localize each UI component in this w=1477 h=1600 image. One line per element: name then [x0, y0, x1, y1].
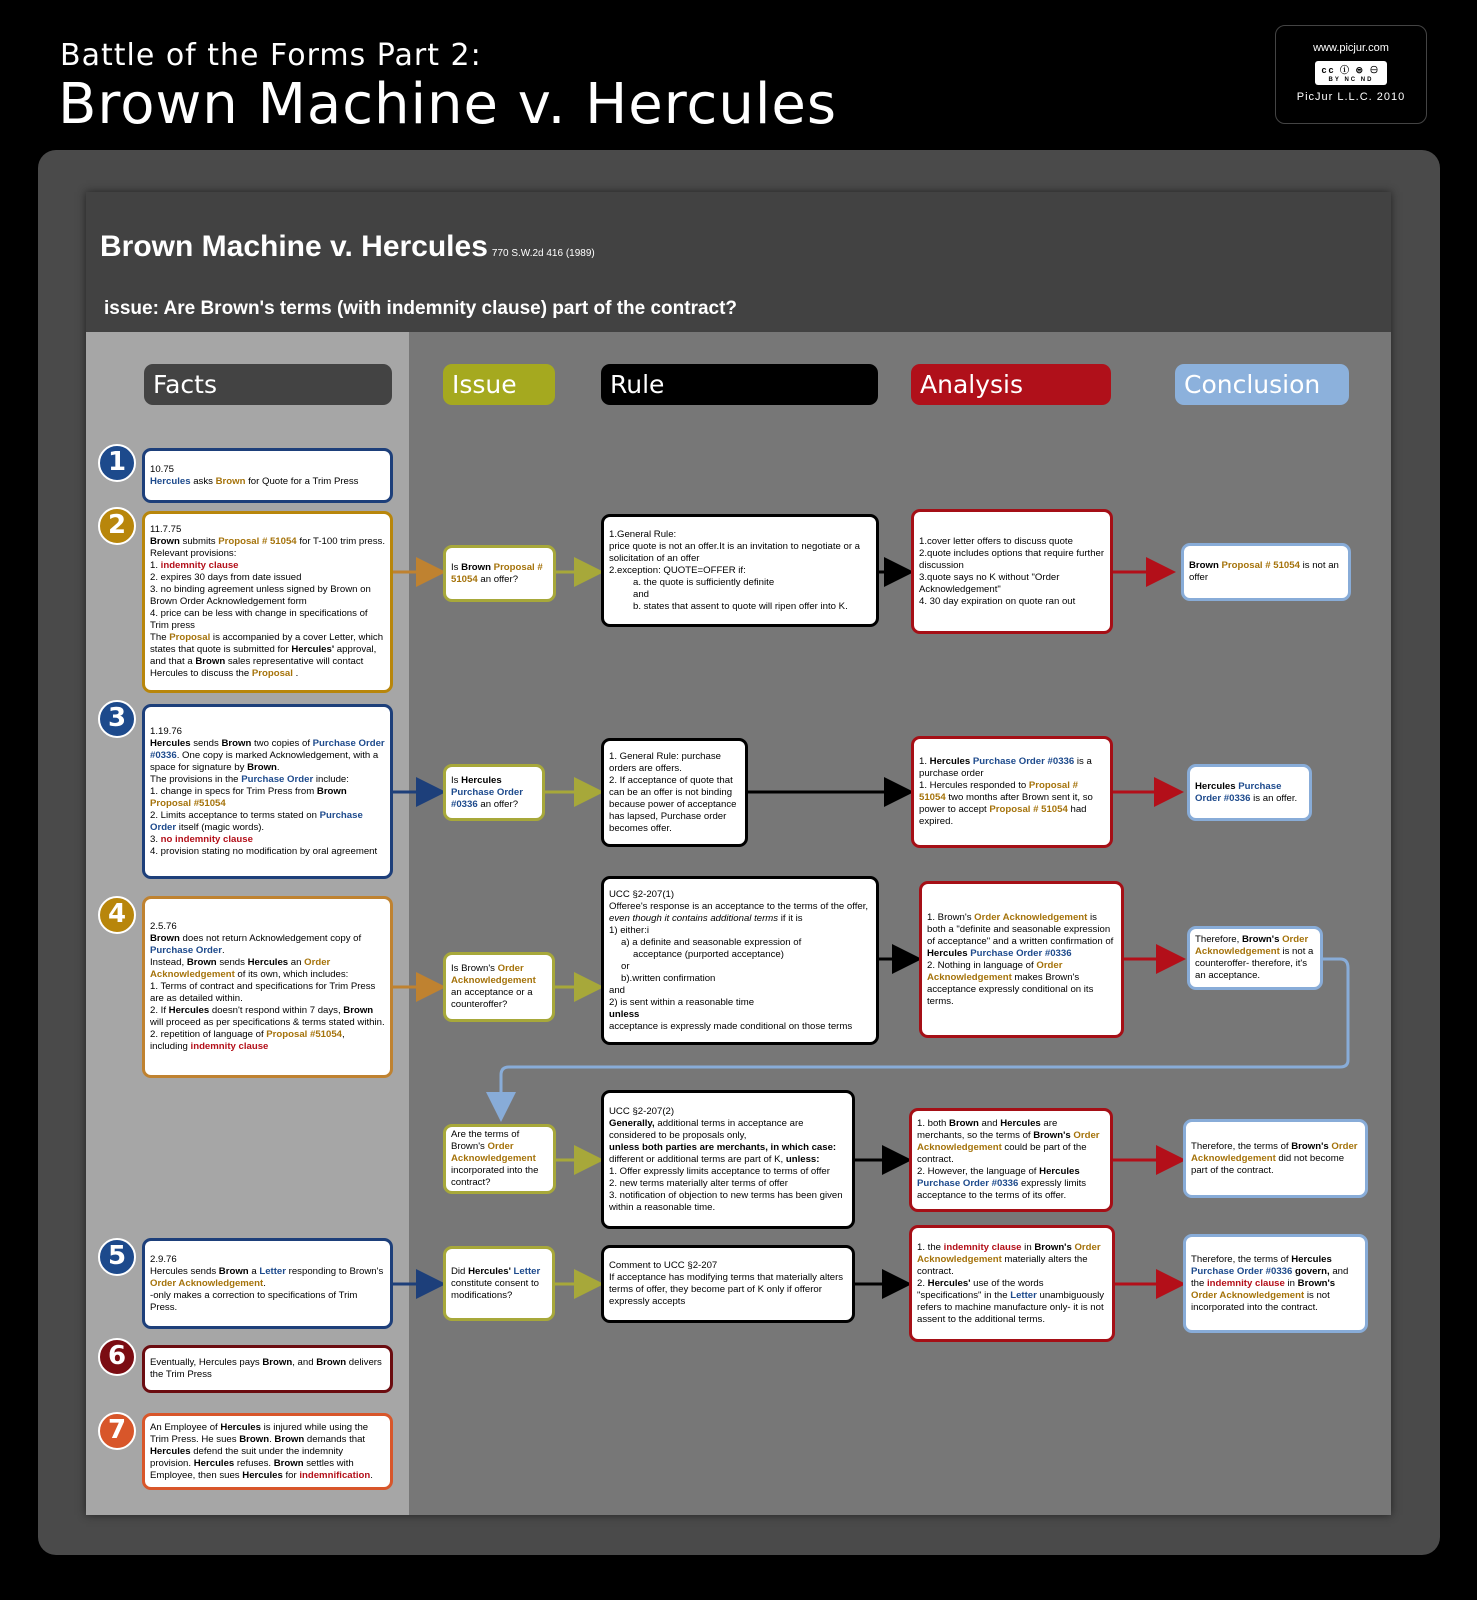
analysis-2: 1. Hercules Purchase Order #0336 is a purchase order 1. Hercules responded to Proposal # 51054 two months after Brown sent it, so power to accept Proposal # 51054 had expired. — [911, 736, 1113, 848]
issue-1: Is Brown Proposal # 51054 an offer? — [443, 545, 556, 602]
fact-1: 10.75 Hercules asks Brown for Quote for a Trim Press — [142, 448, 393, 503]
issue-2: Is Hercules Purchase Order #0336 an offer? — [443, 764, 545, 821]
copyright-text: PicJur L.L.C. 2010 — [1296, 91, 1406, 103]
analysis-5: 1. the indemnity clause in Brown's Order Acknowledgement materially alters the contract. 2. Hercules' use of the words "specifications" in the Letter unambiguously refers to machine manufacture only- it is not assent to the additional terms. — [909, 1225, 1115, 1342]
analysis-1: 1.cover letter offers to discuss quote 2.quote includes options that require further discussion 3.quote says no K without "Order Acknowledgement" 4. 30 day expiration on quote ran out — [911, 509, 1113, 634]
rule-1: 1.General Rule: price quote is not an offer.It is an invitation to negotiate or a solicitation of an offer 2.exception: QUOTE=OFFER if: a. the quote is sufficiently definite and b. states that assent to quote will ripen offer into K. — [601, 514, 879, 627]
facts-header: Facts — [144, 364, 392, 405]
header-subtitle: Battle of the Forms Part 2: — [60, 38, 482, 73]
step-number-3: 3 — [98, 700, 136, 738]
case-issue: issue: Are Brown's terms (with indemnity clause) part of the contract? — [104, 298, 738, 319]
fact-3: 1.19.76 Hercules sends Brown two copies of Purchase Order #0336. One copy is marked Acknowledgement, with a space for signature by Brown. The provisions in the Purchase Order include: 1. change in specs for Trim Press from Brown Proposal #51054 2. Limits acceptance to terms stated on Purchase Order itself (magic words). 3. no indemnity clause 4. provision stating no modification by oral agreement — [142, 704, 393, 879]
step-number-5: 5 — [98, 1238, 136, 1276]
rule-3: UCC §2-207(1) Offeree's response is an acceptance to the terms of the offer, even though it contains additional terms if it is 1) either:i a) a definite and seasonable expression of acceptance (purported acceptance) or b).written confirmation and 2) is sent within a reasonable time unless acceptance is expressly made conditional on those terms — [601, 876, 879, 1045]
fact-4: 2.5.76 Brown does not return Acknowledgement copy of Purchase Order. Instead, Brown sends Hercules an Order Acknowledgement of its own, which includes: 1. Terms of contract and specifications for Trim Press are as detailed within. 2. If Hercules doesn't respond within 7 days, Brown will proceed as per specifications & terms stated within. 2. repetition of language of Proposal #51054, including indemnity clause — [142, 896, 393, 1078]
conclusion-5: Therefore, the terms of Hercules Purchase Order #0336 govern, and the indemnity clause in Brown's Order Acknowledgement is not incorporated into the contract. — [1183, 1234, 1368, 1333]
conclusion-2: Hercules Purchase Order #0336 is an offer. — [1187, 764, 1312, 821]
fact-6: Eventually, Hercules pays Brown, and Brown delivers the Trim Press — [142, 1345, 393, 1393]
step-number-2: 2 — [98, 507, 136, 545]
step-number-4: 4 — [98, 896, 136, 934]
rule-4: UCC §2-207(2) Generally, additional terms in acceptance are considered to be proposals only, unless both parties are merchants, in which case: different or additional terms are part of K, unless: 1. Offer expressly limits acceptance to terms of offer 2. new terms materially alter terms of offer 3. notification of objection to new terms has been given within a reasonable time. — [601, 1090, 855, 1229]
header-title: Brown Machine v. Hercules — [58, 72, 838, 137]
issue-5: Did Hercules' Letter constitute consent to modifications? — [443, 1246, 555, 1321]
rule-5: Comment to UCC §2-207 If acceptance has modifying terms that materially alters terms of offer, they become part of K only if offeror expressly accepts — [601, 1245, 855, 1323]
cc-by-nc-nd-icon: cc ⓘ ⊜ ⊖ BY NC ND — [1315, 61, 1386, 85]
fact-2: 11.7.75 Brown submits Proposal # 51054 for T-100 trim press. Relevant provisions: 1. indemnity clause 2. expires 30 days from date issued 3. no binding agreement unless signed by Brown on Brown Order Acknowledgement form 4. price can be less with change in specifications of Trim press The Proposal is accompanied by a cover Letter, which states that quote is submitted for Hercules' approval, and that a Brown sales representative will contact Hercules to discuss the Proposal . — [142, 511, 393, 693]
picjur-url[interactable]: www.picjur.com — [1313, 42, 1389, 54]
fact-5: 2.9.76 Hercules sends Brown a Letter responding to Brown's Order Acknowledgement. -only makes a correction to specifications of Trim Press. — [142, 1238, 393, 1329]
case-title: Brown Machine v. Hercules 770 S.W.2d 416 (1989) — [100, 230, 595, 263]
issue-3: Is Brown's Order Acknowledgement an acceptance or a counteroffer? — [443, 952, 555, 1022]
step-number-1: 1 — [98, 444, 136, 482]
conclusion-3: Therefore, Brown's Order Acknowledgement is not a counteroffer- therefore, it's an acceptance. — [1187, 926, 1323, 990]
conclusion-1: Brown Proposal # 51054 is not an offer — [1181, 543, 1351, 601]
analysis-4: 1. both Brown and Hercules are merchants, so the terms of Brown's Order Acknowledgement could be part of the contract. 2. However, the language of Hercules Purchase Order #0336 expressly limits acceptance to the terms of its offer. — [909, 1108, 1113, 1212]
case-citation: 770 S.W.2d 416 (1989) — [491, 248, 595, 259]
conclusion-4: Therefore, the terms of Brown's Order Acknowledgement did not become part of the contract. — [1183, 1119, 1368, 1198]
conclusion-header: Conclusion — [1175, 364, 1349, 405]
issue-4: Are the terms of Brown's Order Acknowledgement incorporated into the contract? — [443, 1124, 556, 1194]
step-number-6: 6 — [98, 1338, 136, 1376]
rule-header: Rule — [601, 364, 878, 405]
fact-7: An Employee of Hercules is injured while using the Trim Press. He sues Brown. Brown demands that Hercules defend the suit under the indemnity provision. Hercules refuses. Brown settles with Employee, then sues Hercules for indemnification. — [142, 1413, 393, 1490]
issue-header: Issue — [443, 364, 555, 405]
rule-2: 1. General Rule: purchase orders are offers. 2. If acceptance of quote that can be an offer is not binding because power of acceptance has lapsed, Purchase order becomes offer. — [601, 738, 748, 847]
analysis-header: Analysis — [911, 364, 1111, 405]
analysis-3: 1. Brown's Order Acknowledgement is both a "definite and seasonable expression of acceptance" and a written confirmation of Hercules Purchase Order #0336 2. Nothing in language of Order Acknowledgement makes Brown's acceptance expressly conditional on its terms. — [919, 881, 1124, 1038]
step-number-7: 7 — [98, 1412, 136, 1450]
